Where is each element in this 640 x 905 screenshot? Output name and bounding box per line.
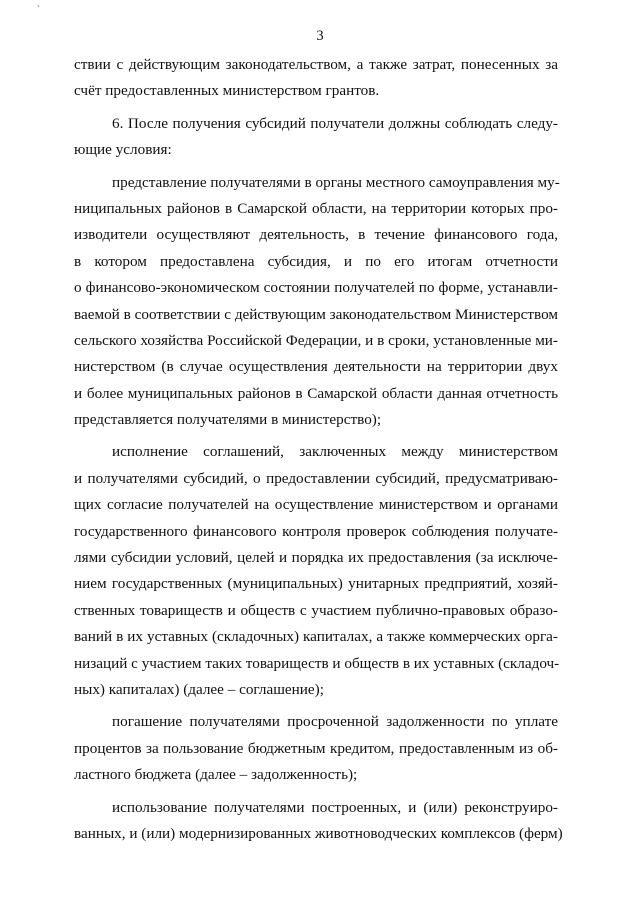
text-line: использование получателями построенных, и (или) реконструиро- (112, 798, 558, 816)
text-line: ниципальных районов в Самарской области, на территории которых про- (74, 199, 558, 217)
paragraph-item-6 (74, 111, 558, 164)
text-line: о финансово-экономическом состоянии получателей по форме, устанавли- (74, 279, 558, 297)
page-number: 3 (316, 28, 324, 44)
text-line: нистерством (в случае осуществления деятельности на территории двух (74, 358, 558, 376)
text-line: и получателями субсидий, о предоставлении субсидий, предусматриваю- (74, 469, 558, 487)
text-line: щих согласие получателей на осуществление министерством и органами (74, 496, 558, 514)
paragraph-continuation (74, 52, 558, 105)
paragraph-debt-condition (74, 709, 558, 788)
text-line: ющие условия: (74, 141, 172, 159)
text-line: ластного бюджета (далее – задолженность); (74, 766, 358, 784)
body-text (74, 52, 563, 847)
text-line: в котором предоставлена субсидия, и по его итогам отчетности (74, 252, 558, 270)
text-line: процентов за пользование бюджетным кредитом, предоставленным из об- (74, 739, 558, 757)
paragraph-reporting-condition (74, 170, 558, 434)
text-line: ных) капиталах) (далее – соглашение); (74, 680, 324, 698)
text-line: и более муниципальных районов в Самарской области данная отчетность (74, 384, 558, 402)
text-line: ваемой в соответствии с действующим законодательством Министерством (74, 305, 558, 323)
text-line: государственного финансового контроля проверок соблюдения получате- (74, 522, 558, 540)
text-line: ваний в их уставных (складочных) капиталах, а также коммерческих орга- (74, 628, 558, 646)
text-line: представление получателями в органы местного самоуправления му- (112, 173, 560, 191)
text-line: ствии с действующим законодательством, а также затрат, понесенных за (74, 56, 558, 73)
scan-mark: ` (37, 4, 40, 14)
text-line: погашение получателями просроченной задолженности по уплате (112, 713, 558, 731)
text-line: изводители осуществляют деятельность, в течение финансового года, (74, 226, 558, 244)
text-line: счёт предоставленных министерством грантов. (74, 82, 380, 100)
text-line: ванных, и (или) модернизированных животноводческих комплексов (ферм) (74, 824, 563, 842)
text-line: 6. После получения субсидий получатели должны соблюдать следу- (112, 114, 558, 132)
text-line: исполнение соглашений, заключенных между министерством (112, 443, 558, 461)
paragraph-agreements-condition (74, 439, 558, 703)
paragraph-usage-condition (74, 795, 563, 848)
text-line: представляется получателями в министерство); (74, 411, 382, 429)
text-line: нием государственных (муниципальных) унитарных предприятий, хозяй- (74, 575, 558, 593)
text-line: низаций с участием таких товариществ и обществ в их уставных (складоч- (74, 654, 560, 672)
text-line: ственных товариществ и обществ с участием публично-правовых образо- (74, 601, 558, 619)
text-line: лями субсидии условий, целей и порядка их предоставления (за исключе- (74, 549, 558, 567)
text-line: сельского хозяйства Российской Федерации, и в сроки, установленные ми- (74, 331, 558, 349)
